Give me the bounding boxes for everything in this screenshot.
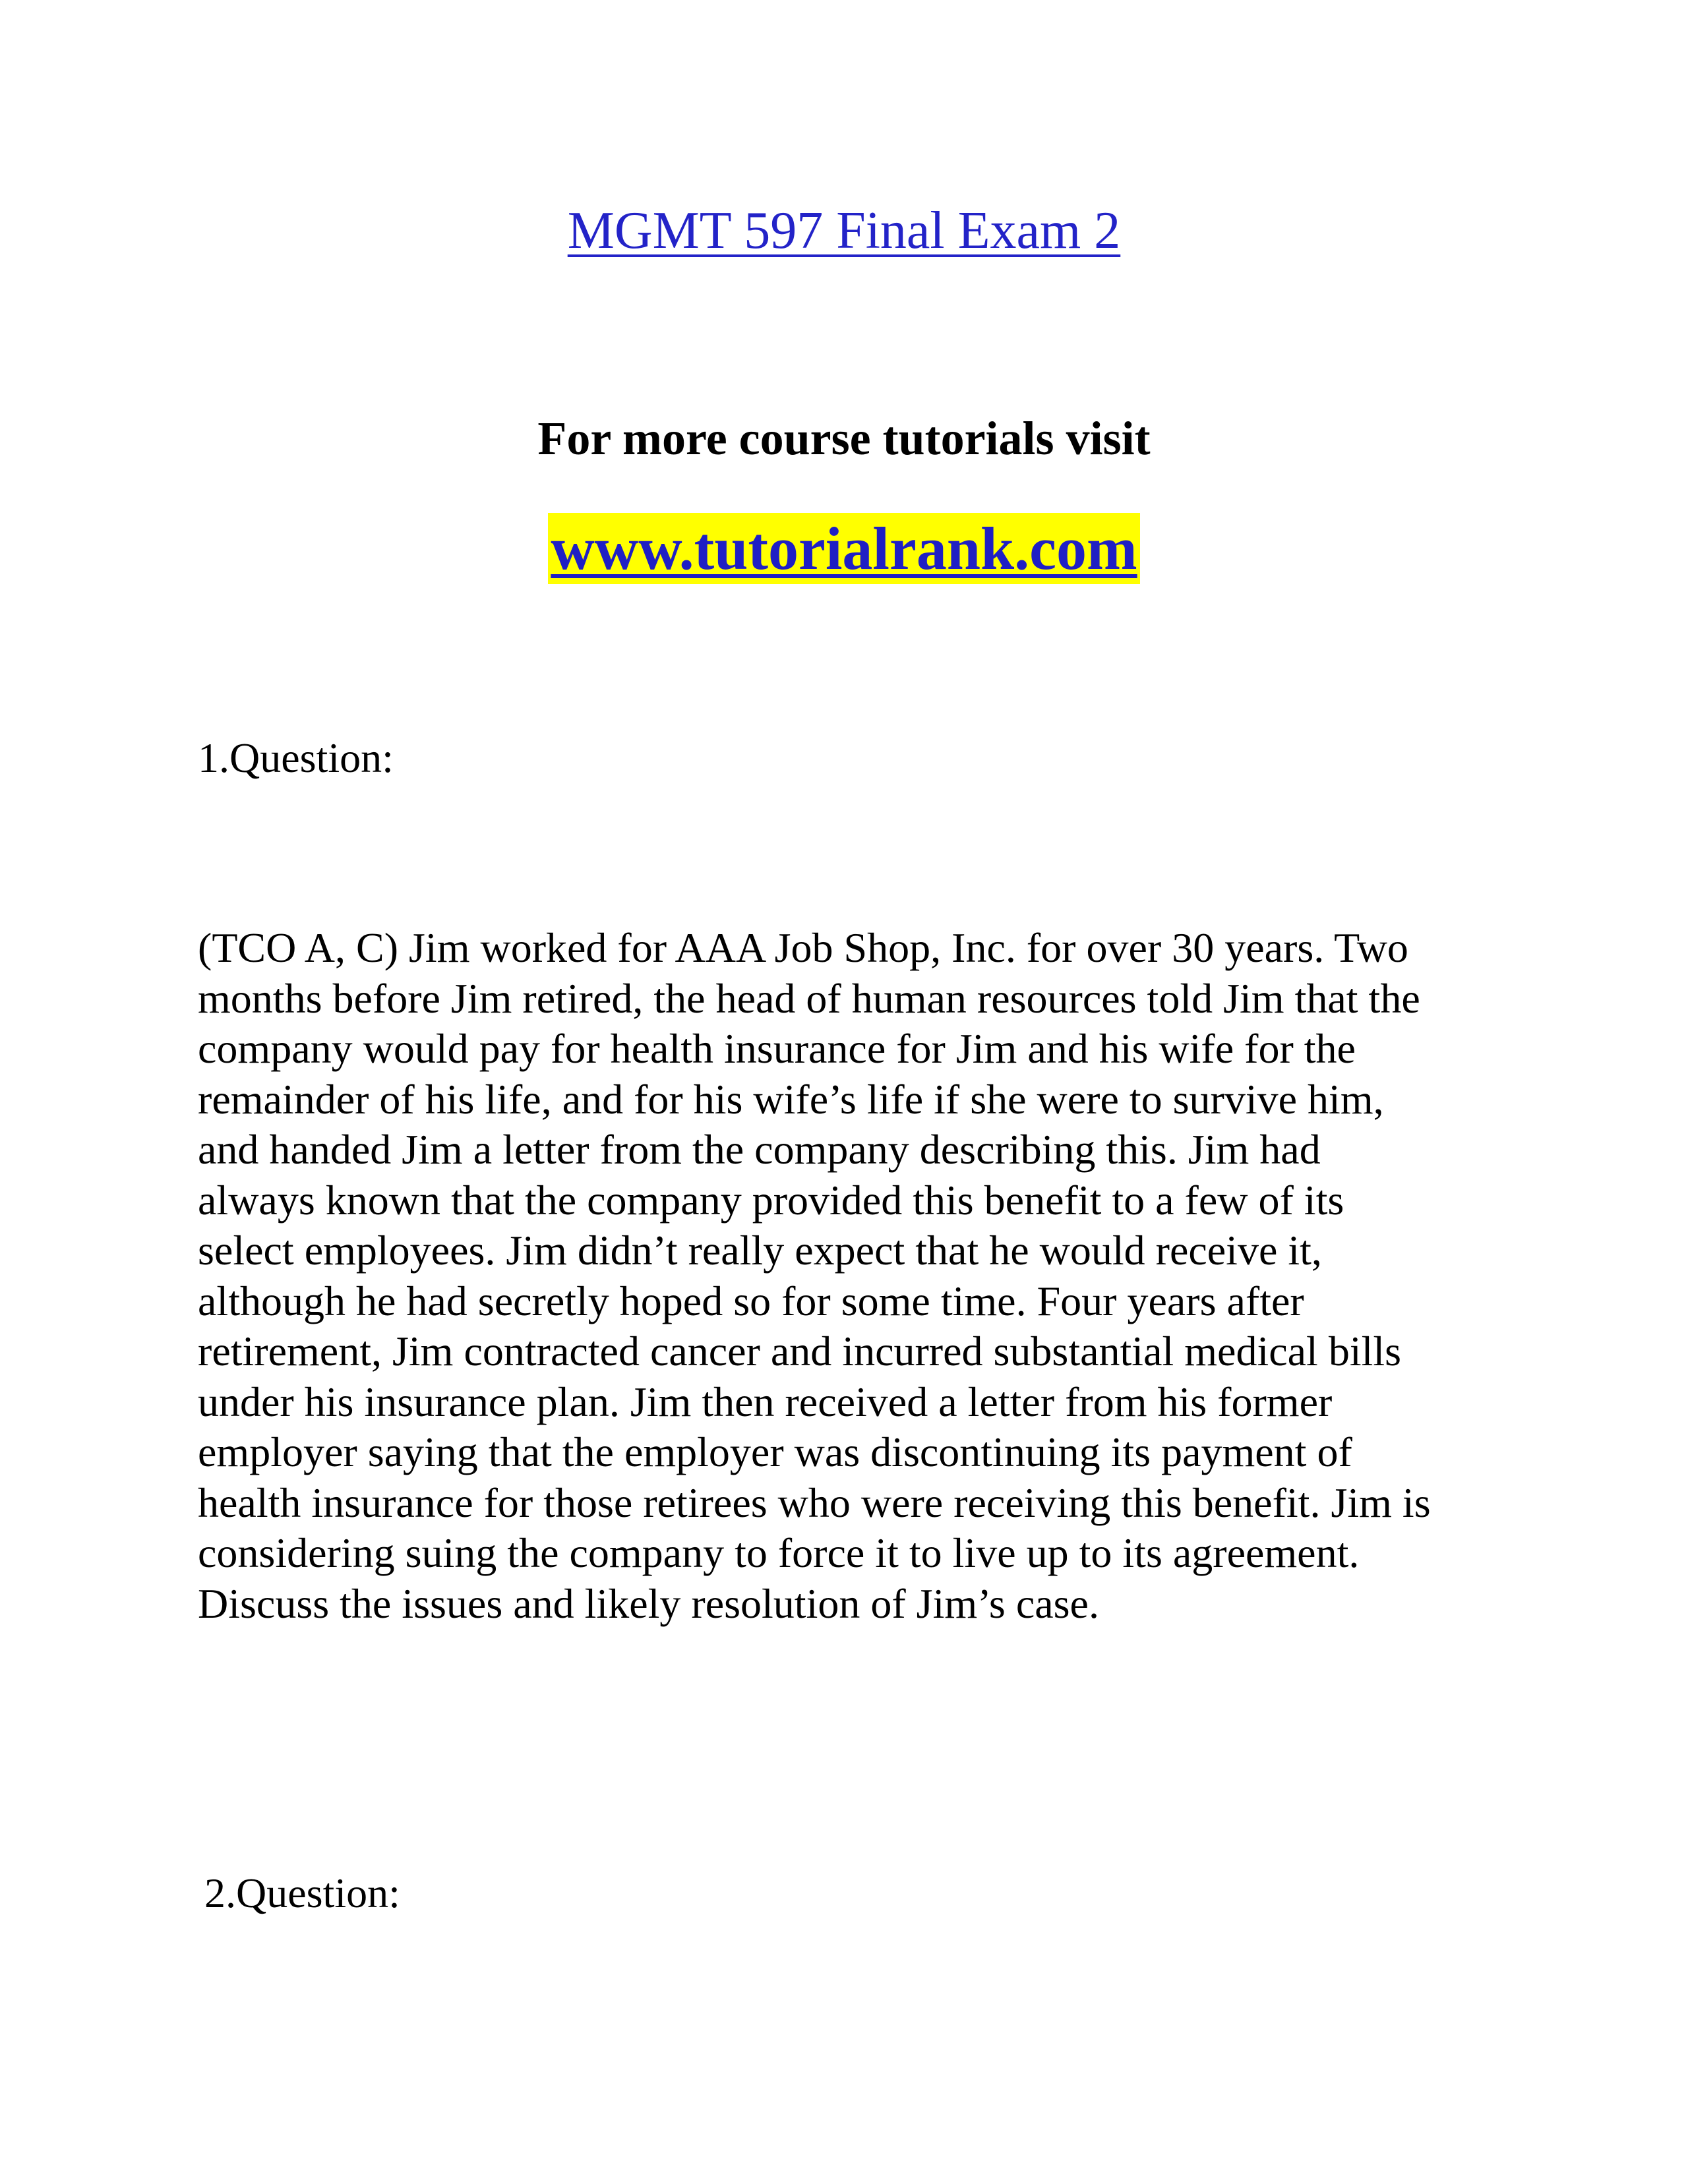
question-1-line: retirement, Jim contracted cancer and incurred substantial medical bills: [198, 1328, 1402, 1374]
promo-url-container: [0, 513, 1688, 603]
question-1-line: under his insurance plan. Jim then received a letter from his former: [198, 1378, 1333, 1425]
question-1-line: although he had secretly hoped so for some time. Four years after: [198, 1277, 1304, 1324]
question-1-line: select employees. Jim didn’t really expect that he would receive it,: [198, 1227, 1322, 1274]
question-1-line: Discuss the issues and likely resolution of Jim’s case.: [198, 1579, 1099, 1627]
question-1-line: months before Jim retired, the head of human resources told Jim that the: [198, 974, 1420, 1022]
question-1-label: 1.Question:: [198, 734, 394, 781]
question-1-line: considering suing the company to force it to live up to its agreement.: [198, 1529, 1360, 1576]
document-title: [0, 198, 1688, 264]
question-1-line: and handed Jim a letter from the company describing this. Jim had: [198, 1126, 1321, 1173]
promo-text: For more course tutorials visit: [537, 412, 1151, 465]
question-1-body: [198, 923, 1503, 1629]
document-title-link[interactable]: MGMT 597 Final Exam 2: [567, 202, 1121, 260]
question-1-line: company would pay for health insurance for Jim and his wife for the: [198, 1025, 1356, 1072]
promo-url-link[interactable]: www.tutorialrank.com: [548, 513, 1139, 584]
question-1-line: remainder of his life, and for his wife’s life if she were to survive him,: [198, 1075, 1384, 1123]
question-1-line: (TCO A, C) Jim worked for AAA Job Shop, Inc. for over 30 years. Two: [198, 924, 1408, 971]
question-1-line: health insurance for those retirees who were receiving this benefit. Jim is: [198, 1479, 1431, 1526]
question-1-line: employer saying that the employer was discontinuing its payment of: [198, 1429, 1352, 1475]
question-1-line: always known that the company provided this benefit to a few of its: [198, 1176, 1344, 1224]
question-2-label: 2.Question:: [204, 1870, 400, 1916]
